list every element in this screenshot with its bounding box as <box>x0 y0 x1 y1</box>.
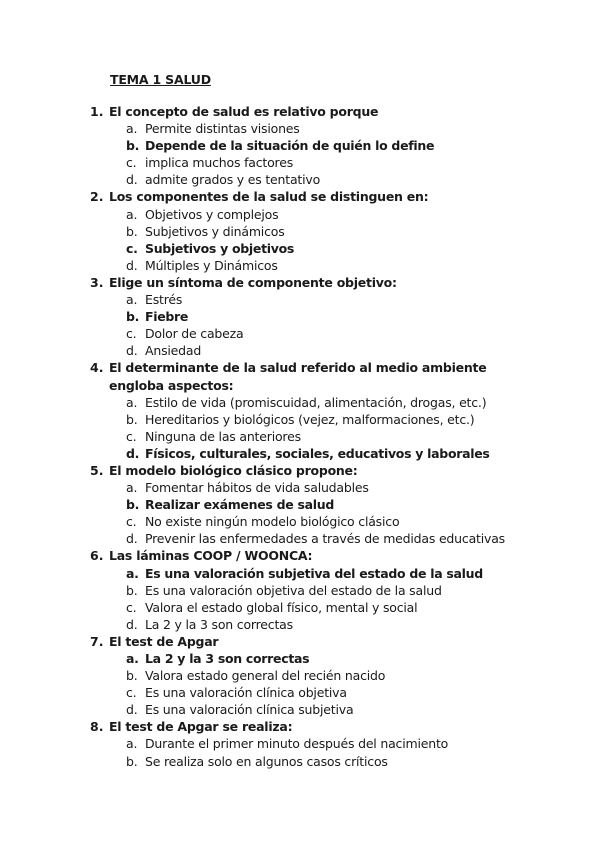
question-item <box>90 359 530 462</box>
option-text: Depende de la situación de quién lo define <box>145 138 435 154</box>
option-letter: b. <box>126 753 138 769</box>
question-item <box>90 188 530 273</box>
question-text: Elige un síntoma de componente objetivo: <box>109 274 397 290</box>
option-text: Es una valoración objetiva del estado de la salud <box>145 582 442 598</box>
option-letter: b. <box>126 223 138 239</box>
option-text: Fomentar hábitos de vida saludables <box>145 480 369 496</box>
option-letter: b. <box>126 411 138 427</box>
answer-option <box>90 735 530 752</box>
option-text: La 2 y la 3 son correctas <box>145 651 310 666</box>
option-letter: a. <box>126 651 139 666</box>
question-number: 4. <box>90 360 104 376</box>
option-letter: b. <box>126 497 140 513</box>
option-text: implica muchos factores <box>145 155 294 171</box>
option-text: admite grados y es tentativo <box>145 172 321 188</box>
answer-option <box>90 154 530 171</box>
answer-option <box>90 206 530 223</box>
option-list <box>90 394 530 462</box>
option-letter: b. <box>126 582 138 598</box>
option-text: No existe ningún modelo biológico clásico <box>145 514 400 530</box>
answer-option <box>90 479 530 496</box>
answer-option-correct <box>90 496 530 513</box>
option-letter: d. <box>126 343 138 359</box>
answer-option <box>90 342 530 359</box>
option-letter: b. <box>126 668 138 684</box>
option-list <box>90 120 530 188</box>
answer-option <box>90 582 530 599</box>
question-item <box>90 547 530 632</box>
question-number: 7. <box>90 633 104 649</box>
option-text: Fiebre <box>145 309 189 325</box>
question-number: 6. <box>90 548 104 564</box>
question-number: 8. <box>90 719 104 735</box>
option-text: Hereditarios y biológicos (vejez, malformaciones, etc.) <box>145 411 475 427</box>
option-letter: b. <box>126 309 140 325</box>
question-item <box>90 462 530 547</box>
option-letter: a. <box>126 480 138 496</box>
answer-option-correct <box>90 137 530 154</box>
option-text: Es una valoración clínica objetiva <box>145 685 347 701</box>
option-text: Es una valoración clínica subjetiva <box>145 702 354 718</box>
option-text: La 2 y la 3 son correctas <box>145 616 293 632</box>
answer-option <box>90 513 530 530</box>
answer-option <box>90 120 530 137</box>
answer-option <box>90 616 530 633</box>
option-letter: d. <box>126 445 140 461</box>
answer-option <box>90 291 530 308</box>
option-list <box>90 735 530 769</box>
question-number: 3. <box>90 274 104 290</box>
option-letter: a. <box>126 565 139 581</box>
question-item <box>90 718 530 769</box>
option-text: Físicos, culturales, sociales, educativos y laborales <box>145 445 490 461</box>
option-text: Estilo de vida (promiscuidad, alimentación, drogas, etc.) <box>145 394 487 410</box>
answer-option-correct <box>90 240 530 257</box>
question-item <box>90 274 530 359</box>
answer-option <box>90 223 530 240</box>
option-letter: c. <box>126 240 138 256</box>
answer-option <box>90 428 530 445</box>
document-title: TEMA 1 SALUD <box>110 72 211 87</box>
answer-option <box>90 701 530 718</box>
answer-option <box>90 753 530 770</box>
option-text: Valora el estado global físico, mental y social <box>145 599 418 615</box>
question-text: El concepto de salud es relativo porque <box>109 104 379 119</box>
option-letter: d. <box>126 531 138 547</box>
option-letter: d. <box>126 257 138 273</box>
question-text: El modelo biológico clásico propone: <box>109 462 358 478</box>
question-number: 5. <box>90 462 104 478</box>
question-item <box>90 103 530 188</box>
option-text: Permite distintas visiones <box>145 121 300 137</box>
option-text: Prevenir las enfermedades a través de medidas educativas <box>145 531 505 547</box>
option-text: Ansiedad <box>145 343 202 359</box>
question-text: El test de Apgar se realiza: <box>109 719 293 735</box>
answer-option <box>90 684 530 701</box>
answer-option <box>90 667 530 684</box>
answer-option <box>90 257 530 274</box>
answer-option-correct <box>90 565 530 582</box>
option-list <box>90 206 530 274</box>
option-letter: c. <box>126 599 137 615</box>
option-letter: d. <box>126 172 138 188</box>
question-item <box>90 633 530 718</box>
option-text: Ninguna de las anteriores <box>145 428 301 444</box>
option-letter: a. <box>126 206 138 222</box>
question-number: 1. <box>90 104 104 119</box>
option-letter: c. <box>126 326 137 342</box>
option-text: Se realiza solo en algunos casos críticos <box>145 753 388 769</box>
option-text: Realizar exámenes de salud <box>145 497 334 513</box>
option-letter: a. <box>126 121 138 137</box>
option-letter: c. <box>126 428 137 444</box>
option-text: Múltiples y Dinámicos <box>145 257 278 273</box>
option-list <box>90 291 530 359</box>
option-letter: c. <box>126 685 137 701</box>
question-text: Las láminas COOP / WOONCA: <box>109 548 313 564</box>
option-text: Subjetivos y objetivos <box>145 240 295 256</box>
answer-option <box>90 394 530 411</box>
option-letter: a. <box>126 394 138 410</box>
question-text: El determinante de la salud referido al medio ambiente engloba aspectos: <box>109 360 487 393</box>
option-list <box>90 650 530 718</box>
option-letter: d. <box>126 616 138 632</box>
option-letter: a. <box>126 736 138 752</box>
answer-option <box>90 599 530 616</box>
question-text: Los componentes de la salud se distinguen en: <box>109 189 429 205</box>
answer-option <box>90 325 530 342</box>
option-list <box>90 479 530 547</box>
option-list <box>90 565 530 633</box>
option-text: Estrés <box>145 292 183 308</box>
question-list <box>90 103 530 770</box>
answer-option-correct <box>90 308 530 325</box>
answer-option <box>90 171 530 188</box>
option-letter: c. <box>126 155 137 171</box>
option-letter: d. <box>126 702 138 718</box>
option-letter: b. <box>126 138 140 154</box>
answer-option-correct <box>90 650 530 667</box>
option-text: Es una valoración subjetiva del estado de la salud <box>145 565 483 581</box>
answer-option-correct <box>90 445 530 462</box>
answer-option <box>90 530 530 547</box>
option-text: Objetivos y complejos <box>145 206 279 222</box>
question-text: El test de Apgar <box>109 633 219 649</box>
question-number: 2. <box>90 189 104 205</box>
option-letter: a. <box>126 292 138 308</box>
option-text: Durante el primer minuto después del nacimiento <box>145 736 449 752</box>
option-text: Subjetivos y dinámicos <box>145 223 285 239</box>
option-text: Valora estado general del recién nacido <box>145 668 386 684</box>
answer-option <box>90 411 530 428</box>
option-text: Dolor de cabeza <box>145 326 244 342</box>
option-letter: c. <box>126 514 137 530</box>
